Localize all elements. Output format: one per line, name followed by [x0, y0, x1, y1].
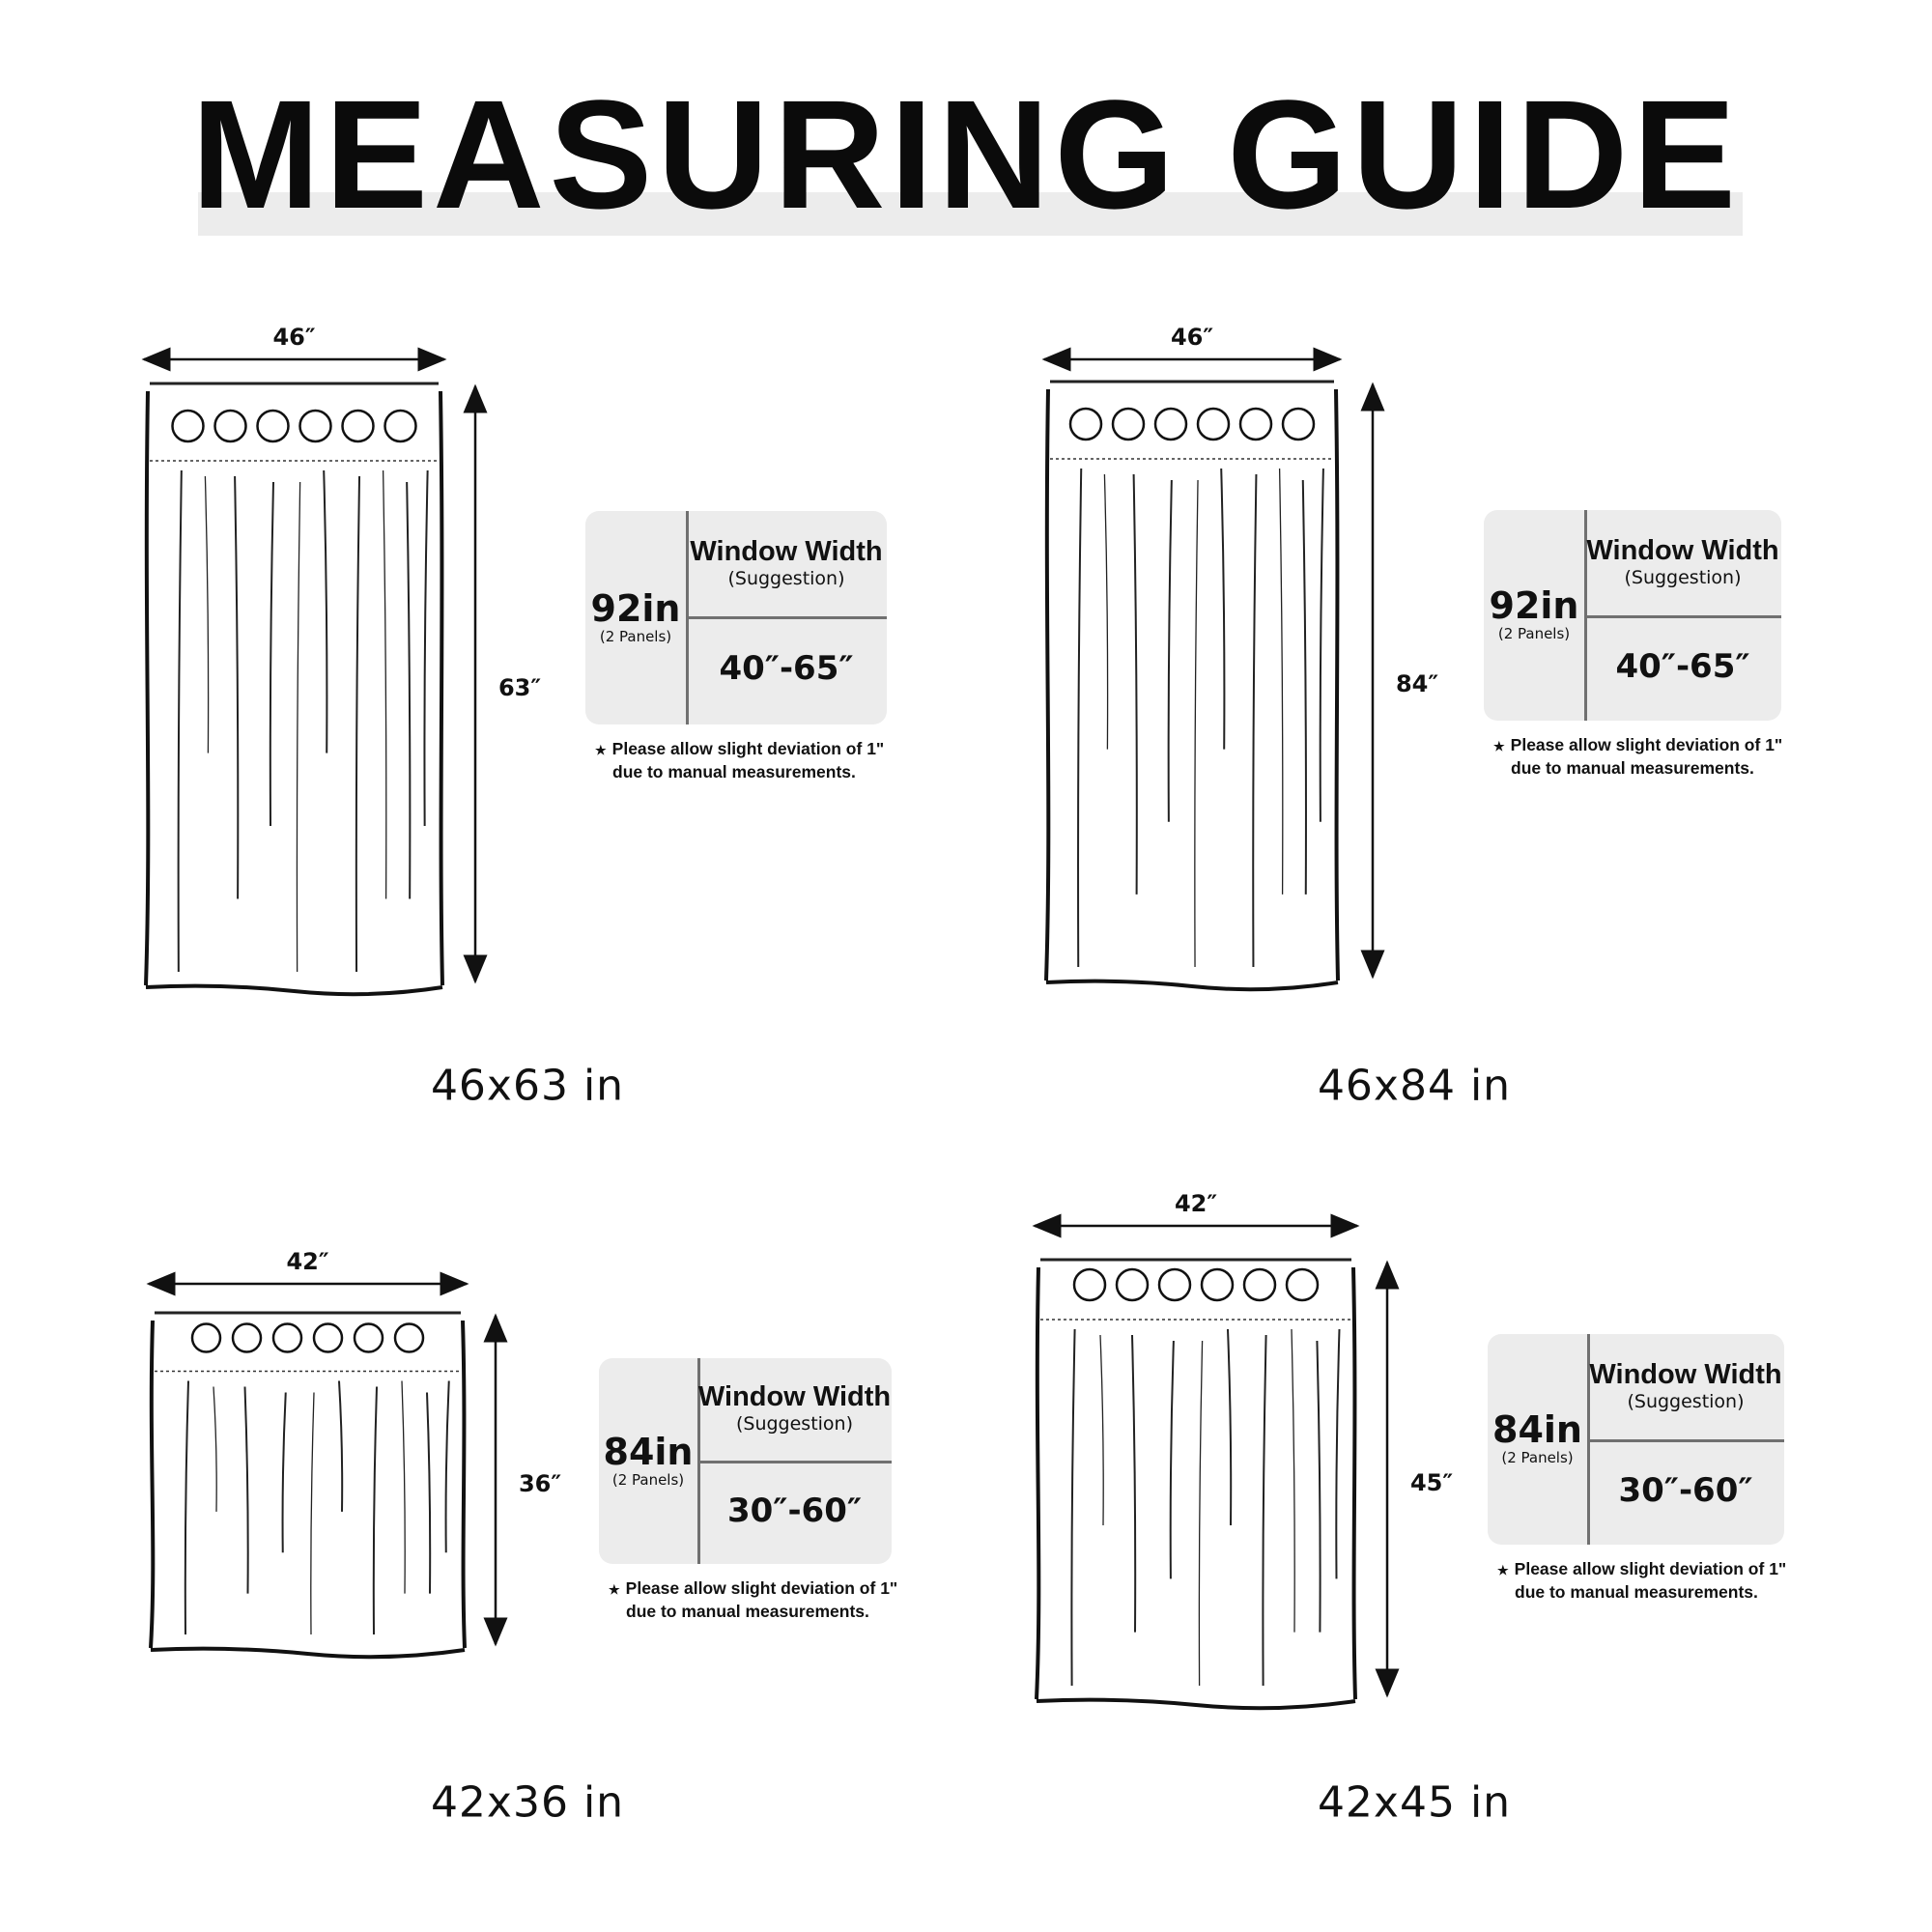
page-title: MEASURING GUIDE [191, 68, 1741, 241]
note-line-2: due to manual measurements. [612, 762, 856, 781]
curtain-hem [1037, 1700, 1355, 1709]
panels-note: (2 Panels) [611, 1470, 685, 1489]
size-caption: 42x45 in [1317, 1777, 1512, 1828]
window-width-heading [1587, 1358, 1784, 1412]
height-label: 63″ [497, 673, 542, 701]
window-width-subtitle: (Suggestion) [727, 567, 845, 589]
star-icon: ★ [1497, 1563, 1509, 1577]
window-width-subtitle: (Suggestion) [1624, 566, 1742, 588]
curtain-fold-line [1228, 1329, 1231, 1525]
panels-note: (2 Panels) [1501, 1449, 1574, 1466]
curtain-fold-line [1336, 1329, 1339, 1578]
grommet-ring [1244, 1269, 1275, 1300]
window-width-subtitle: (Suggestion) [735, 1413, 854, 1435]
size-caption: 46x84 in [1317, 1061, 1512, 1111]
note-line-2: due to manual measurements. [626, 1602, 869, 1621]
panels-note: (2 Panels) [1497, 625, 1571, 642]
window-width-range: 30″-60″ [1618, 1470, 1753, 1510]
width-label: 42″ [1174, 1190, 1218, 1217]
total-width-value: 84in [1492, 1408, 1582, 1451]
grommet-ring [1117, 1269, 1148, 1300]
width-label: 42″ [286, 1248, 329, 1275]
height-label: 36″ [518, 1469, 562, 1497]
grommet-ring [1287, 1269, 1318, 1300]
grommet-ring [1159, 1269, 1190, 1300]
size-caption: 42x36 in [430, 1777, 625, 1828]
curtain-fold-line [1292, 1329, 1294, 1633]
curtain-fold-line [1263, 1335, 1265, 1686]
star-icon: ★ [1493, 739, 1505, 753]
window-width-title: Window Width [1589, 1358, 1782, 1390]
width-label: 46″ [272, 324, 316, 351]
total-width [1488, 1410, 1587, 1466]
window-width-range: 40″-65″ [719, 649, 854, 688]
note-text-1: Please allow slight deviation of 1" [625, 1578, 898, 1598]
note-line-2: due to manual measurements. [1515, 1582, 1758, 1602]
panels-note: (2 Panels) [599, 627, 672, 645]
width-label: 46″ [1170, 324, 1214, 351]
note-line-1 [1497, 1558, 1786, 1581]
size-caption: 46x63 in [430, 1061, 625, 1111]
note-text-1: Please allow slight deviation of 1" [1510, 735, 1783, 754]
window-width-title: Window Width [1586, 534, 1779, 566]
height-label: 84″ [1395, 670, 1439, 697]
curtain-fold-line [1199, 1341, 1202, 1686]
total-width-value: 92in [1489, 584, 1579, 627]
window-width-title: Window Width [697, 1381, 892, 1412]
curtain-fold-line [1317, 1341, 1320, 1633]
window-width-title: Window Width [690, 535, 883, 567]
note-text-1: Please allow slight deviation of 1" [611, 739, 885, 758]
total-width-value: 84in [603, 1430, 694, 1473]
window-width-subtitle: (Suggestion) [1627, 1390, 1745, 1412]
note-line-2: due to manual measurements. [1511, 758, 1754, 778]
grommet-ring [1074, 1269, 1105, 1300]
star-icon: ★ [595, 743, 607, 757]
window-width-range: 30″-60″ [726, 1491, 863, 1530]
total-width-value: 92in [590, 586, 681, 630]
curtain-fold-line [1132, 1335, 1135, 1633]
deviation-note [1497, 1558, 1786, 1603]
curtain-fold-line [1100, 1335, 1103, 1525]
height-label: 45″ [1409, 1468, 1454, 1496]
curtain-left-edge [1037, 1267, 1038, 1699]
grommet-ring [1202, 1269, 1233, 1300]
note-text-1: Please allow slight deviation of 1" [1514, 1559, 1787, 1578]
window-width-table [1488, 1334, 1784, 1545]
star-icon: ★ [609, 1582, 620, 1597]
window-width-range: 40″-65″ [1615, 646, 1750, 686]
curtain-fold-line [1071, 1329, 1074, 1686]
curtain-right-edge [1353, 1267, 1355, 1699]
table-horizontal-divider [1587, 1439, 1784, 1442]
curtain-fold-line [1171, 1341, 1174, 1578]
